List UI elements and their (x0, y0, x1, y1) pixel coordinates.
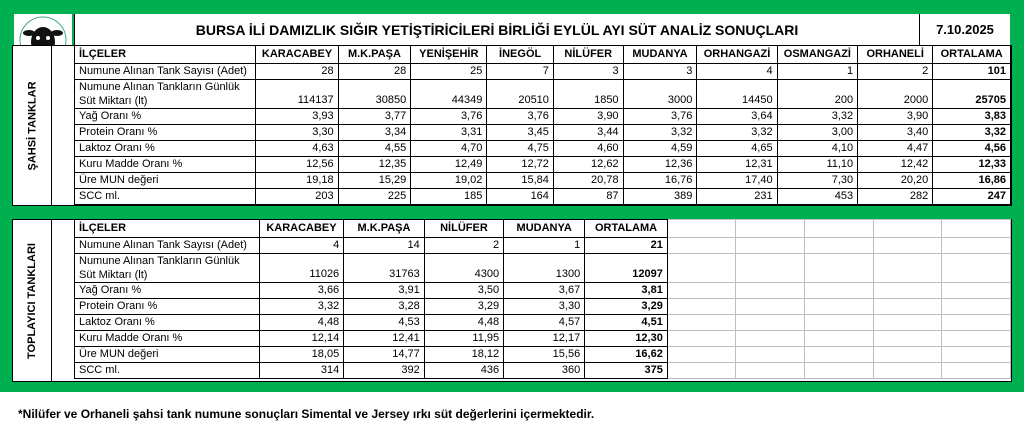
table1-header-m-k-pa-a: M.K.PAŞA (338, 46, 411, 64)
table2-row-label: Numune Alınan Tank Sayısı (Adet) (75, 238, 260, 254)
table2-blank-cell (667, 283, 736, 299)
table1-value-cell: 12,35 (338, 157, 411, 173)
table2-value-cell: 4,48 (259, 315, 343, 331)
table2-blank-cell (942, 331, 1011, 347)
table2-row-label: SCC ml. (75, 363, 260, 379)
table1-value-cell: 231 (697, 189, 777, 205)
table2-value-cell: 11,95 (424, 331, 503, 347)
table2-row-label: Üre MUN değeri (75, 347, 260, 363)
table1-value-cell: 12,42 (858, 157, 933, 173)
table1-value-cell: 114137 (256, 80, 338, 109)
table1-value-cell: 200 (777, 80, 858, 109)
table1-header-osmangazi-: OSMANGAZİ (777, 46, 858, 64)
table2-blank-cell (667, 299, 736, 315)
table2-blank-cell (942, 299, 1011, 315)
table2-blank-cell (942, 347, 1011, 363)
table1-value-cell: 12,72 (487, 157, 554, 173)
table2-blank-cell (942, 220, 1011, 238)
table1-value-cell: 14450 (697, 80, 777, 109)
table1-header-yeni-ehi-r: YENİŞEHİR (411, 46, 487, 64)
table1-row-label: Protein Oranı % (75, 125, 256, 141)
table2-value-cell: 3,91 (344, 283, 425, 299)
table1-value-cell: 17,40 (697, 173, 777, 189)
table1-average-cell: 3,83 (933, 109, 1011, 125)
table1-value-cell: 3,32 (697, 125, 777, 141)
table1-row-label: SCC ml. (75, 189, 256, 205)
table1-value-cell: 19,02 (411, 173, 487, 189)
table1-value-cell: 30850 (338, 80, 411, 109)
table2-value-cell: 18,05 (259, 347, 343, 363)
table-row (75, 125, 1011, 141)
table2-value-cell: 11026 (259, 254, 343, 283)
table1-header-ilceler: İLÇELER (75, 46, 256, 64)
table-row (75, 238, 1011, 254)
table1-value-cell: 7 (487, 64, 554, 80)
table1-value-cell: 4,10 (777, 141, 858, 157)
table2-value-cell: 3,66 (259, 283, 343, 299)
table2-blank-cell (805, 238, 874, 254)
table2-blank-cell (805, 299, 874, 315)
table1-value-cell: 389 (623, 189, 697, 205)
table1-value-cell: 3,76 (411, 109, 487, 125)
table1-value-cell: 3,40 (858, 125, 933, 141)
table1-value-cell: 3,00 (777, 125, 858, 141)
table2-blank-cell (736, 363, 805, 379)
table1-average-cell: 101 (933, 64, 1011, 80)
table-row (75, 299, 1011, 315)
table2-header-ilceler: İLÇELER (75, 220, 260, 238)
table2-value-cell: 4 (259, 238, 343, 254)
table1-value-cell: 20510 (487, 80, 554, 109)
table1-value-cell: 2000 (858, 80, 933, 109)
table1-value-cell: 3,34 (338, 125, 411, 141)
table1-value-cell: 12,31 (697, 157, 777, 173)
table1-value-cell: 3,77 (338, 109, 411, 125)
table1-value-cell: 15,29 (338, 173, 411, 189)
table2-blank-cell (805, 315, 874, 331)
table1-value-cell: 4,70 (411, 141, 487, 157)
table2-row-label: Protein Oranı % (75, 299, 260, 315)
table1-value-cell: 3,31 (411, 125, 487, 141)
table2-blank-cell (805, 220, 874, 238)
table2-blank-cell (736, 283, 805, 299)
table2-average-cell: 16,62 (585, 347, 668, 363)
table2-side-text: TOPLAYICI TANKLARI (26, 242, 39, 359)
table2-value-cell: 12,14 (259, 331, 343, 347)
table-row (75, 109, 1011, 125)
table1-value-cell: 164 (487, 189, 554, 205)
table-row (75, 363, 1011, 379)
table1-value-cell: 19,18 (256, 173, 338, 189)
table2-blank-cell (736, 331, 805, 347)
table2-value-cell: 3,67 (504, 283, 585, 299)
table2-blank-cell (805, 331, 874, 347)
table2-blank-cell (942, 363, 1011, 379)
table1-value-cell: 3,93 (256, 109, 338, 125)
table1-average-cell: 4,56 (933, 141, 1011, 157)
table2-average-cell: 4,51 (585, 315, 668, 331)
table2-row-label: Laktoz Oranı % (75, 315, 260, 331)
page-title: BURSA İLİ DAMIZLIK SIĞIR YETİŞTİRİCİLERİ BİRLİĞİ EYLÜL AYI SÜT ANALİZ SONUÇLARI (74, 14, 920, 46)
table2-blank-cell (667, 331, 736, 347)
table1-value-cell: 3,32 (623, 125, 697, 141)
table1-value-cell: 28 (338, 64, 411, 80)
table1-value-cell: 7,30 (777, 173, 858, 189)
table2-blank-cell (736, 220, 805, 238)
table1-value-cell: 20,78 (553, 173, 623, 189)
table1-value-cell: 185 (411, 189, 487, 205)
table1-header-i-neg-l: İNEGÖL (487, 46, 554, 64)
table2-value-cell: 4,53 (344, 315, 425, 331)
table2-value-cell: 3,28 (344, 299, 425, 315)
table2-value-cell: 3,50 (424, 283, 503, 299)
table-row (75, 173, 1011, 189)
table2-blank-cell (736, 347, 805, 363)
report-date: 7.10.2025 (919, 14, 1010, 45)
table2-blank-cell (805, 254, 874, 283)
table1-row-label: Üre MUN değeri (75, 173, 256, 189)
table1-value-cell: 25 (411, 64, 487, 80)
table2-row-label: Numune Alınan Tankların Günlük Süt Miktarı (lt) (75, 254, 260, 283)
table2-blank-cell (873, 254, 942, 283)
table2-blank-cell (873, 238, 942, 254)
table1-average-cell: 16,86 (933, 173, 1011, 189)
table1-value-cell: 4,65 (697, 141, 777, 157)
table2-header-karacabey: KARACABEY (259, 220, 343, 238)
table1-value-cell: 4,75 (487, 141, 554, 157)
table1-value-cell: 87 (553, 189, 623, 205)
table1-value-cell: 1850 (553, 80, 623, 109)
table1-value-cell: 20,20 (858, 173, 933, 189)
table2-header-mudanya: MUDANYA (504, 220, 585, 238)
table2-value-cell: 14 (344, 238, 425, 254)
table2-value-cell: 12,17 (504, 331, 585, 347)
table1-header-ni-l-fer: NİLÜFER (553, 46, 623, 64)
table2-blank-cell (667, 363, 736, 379)
table2-header-m-k-pa-a: M.K.PAŞA (344, 220, 425, 238)
table1-header-karacabey: KARACABEY (256, 46, 338, 64)
table2-value-cell: 436 (424, 363, 503, 379)
table2-blank-cell (667, 254, 736, 283)
table1-average-cell: 25705 (933, 80, 1011, 109)
table2-value-cell: 14,77 (344, 347, 425, 363)
table1-value-cell: 15,84 (487, 173, 554, 189)
table2-blank-cell (667, 347, 736, 363)
table2-row-label: Yağ Oranı % (75, 283, 260, 299)
table1-value-cell: 3,45 (487, 125, 554, 141)
table-row (75, 189, 1011, 205)
table1-row-label: Kuru Madde Oranı % (75, 157, 256, 173)
table1-panel (12, 45, 1012, 206)
table1-average-cell: 3,32 (933, 125, 1011, 141)
table2-panel (12, 219, 1012, 382)
table2-average-cell: 12097 (585, 254, 668, 283)
table2-value-cell: 3,29 (424, 299, 503, 315)
table1-header-orhaneli-: ORHANELİ (858, 46, 933, 64)
table1-value-cell: 1 (777, 64, 858, 80)
table2-value-cell: 4,48 (424, 315, 503, 331)
table-row (75, 141, 1011, 157)
table2-value-cell: 1300 (504, 254, 585, 283)
table1-value-cell: 3,64 (697, 109, 777, 125)
table1-value-cell: 2 (858, 64, 933, 80)
table-row (75, 283, 1011, 299)
table-row (75, 347, 1011, 363)
table1-header-orhangazi-: ORHANGAZİ (697, 46, 777, 64)
table1-row-label: Laktoz Oranı % (75, 141, 256, 157)
table1-header-ortalama: ORTALAMA (933, 46, 1011, 64)
table1-side-label (13, 46, 52, 205)
table2-value-cell: 15,56 (504, 347, 585, 363)
table-row (75, 64, 1011, 80)
table2-blank-cell (942, 238, 1011, 254)
table1-value-cell: 3,30 (256, 125, 338, 141)
table2-value-cell: 360 (504, 363, 585, 379)
table2-blank-cell (873, 347, 942, 363)
table2-blank-cell (873, 299, 942, 315)
table1-value-cell: 3,90 (858, 109, 933, 125)
table1-value-cell: 3 (623, 64, 697, 80)
table2-value-cell: 3,30 (504, 299, 585, 315)
table1-value-cell: 3,32 (777, 109, 858, 125)
table1-value-cell: 282 (858, 189, 933, 205)
table1-value-cell: 12,36 (623, 157, 697, 173)
table2-blank-cell (667, 238, 736, 254)
table2-average-cell: 375 (585, 363, 668, 379)
table2-value-cell: 4300 (424, 254, 503, 283)
table1-value-cell: 4,47 (858, 141, 933, 157)
table1-row-label: Numune Alınan Tankların Günlük Süt Miktarı (lt) (75, 80, 256, 109)
table2-side-label (13, 220, 52, 381)
table1-side-text: ŞAHSİ TANKLAR (26, 80, 39, 171)
table2-average-cell: 3,81 (585, 283, 668, 299)
table2-value-cell: 3,32 (259, 299, 343, 315)
table2-header-ni-l-fer: NİLÜFER (424, 220, 503, 238)
table2-blank-cell (805, 347, 874, 363)
table1-value-cell: 4,63 (256, 141, 338, 157)
table2-row-label: Kuru Madde Oranı % (75, 331, 260, 347)
table-row (75, 254, 1011, 283)
table2-value-cell: 31763 (344, 254, 425, 283)
table-row (75, 157, 1011, 173)
table1-average-cell: 247 (933, 189, 1011, 205)
table1-value-cell: 12,49 (411, 157, 487, 173)
footnote: *Nilüfer ve Orhaneli şahsi tank numune sonuçları Simental ve Jersey ırkı süt değerlerini içermektedir. (18, 406, 595, 421)
table2-value-cell: 4,57 (504, 315, 585, 331)
table1-value-cell: 12,62 (553, 157, 623, 173)
table2-blank-cell (942, 283, 1011, 299)
table2-value-cell: 1 (504, 238, 585, 254)
table2-blank-cell (667, 315, 736, 331)
table1-row-label: Yağ Oranı % (75, 109, 256, 125)
table2-value-cell: 12,41 (344, 331, 425, 347)
table2-blank-cell (873, 331, 942, 347)
table2-header-ortalama: ORTALAMA (585, 220, 668, 238)
table2-value-cell: 18,12 (424, 347, 503, 363)
table-row (75, 331, 1011, 347)
table2-blank-cell (805, 363, 874, 379)
table2-average-cell: 12,30 (585, 331, 668, 347)
table2-average-cell: 21 (585, 238, 668, 254)
table2-value-cell: 2 (424, 238, 503, 254)
table-row (75, 315, 1011, 331)
table-row (75, 80, 1011, 109)
table1-value-cell: 3000 (623, 80, 697, 109)
table1-value-cell: 4 (697, 64, 777, 80)
table1-value-cell: 16,76 (623, 173, 697, 189)
table2-blank-cell (736, 254, 805, 283)
table1-value-cell: 11,10 (777, 157, 858, 173)
table1-value-cell: 3 (553, 64, 623, 80)
table2-value-cell: 314 (259, 363, 343, 379)
table1-value-cell: 3,44 (553, 125, 623, 141)
table1-row-label: Numune Alınan Tank Sayısı (Adet) (75, 64, 256, 80)
table1-value-cell: 4,59 (623, 141, 697, 157)
table2-blank-cell (736, 238, 805, 254)
table2-blank-cell (736, 315, 805, 331)
table2-blank-cell (873, 220, 942, 238)
table1-value-cell: 12,56 (256, 157, 338, 173)
table2-blank-cell (873, 315, 942, 331)
table2-blank-cell (873, 283, 942, 299)
table2-blank-cell (873, 363, 942, 379)
table1-average-cell: 12,33 (933, 157, 1011, 173)
table1-value-cell: 203 (256, 189, 338, 205)
table1-value-cell: 3,90 (553, 109, 623, 125)
table1-header-mudanya: MUDANYA (623, 46, 697, 64)
table1-value-cell: 225 (338, 189, 411, 205)
table2-blank-cell (736, 299, 805, 315)
table1-value-cell: 44349 (411, 80, 487, 109)
table2-blank-cell (805, 283, 874, 299)
table1-value-cell: 4,60 (553, 141, 623, 157)
table1-value-cell: 4,55 (338, 141, 411, 157)
table1-value-cell: 3,76 (487, 109, 554, 125)
table2-average-cell: 3,29 (585, 299, 668, 315)
table2-blank-cell (942, 254, 1011, 283)
table2-value-cell: 392 (344, 363, 425, 379)
table2-blank-cell (942, 315, 1011, 331)
table2 (74, 219, 1011, 379)
table1-value-cell: 28 (256, 64, 338, 80)
table1-value-cell: 3,76 (623, 109, 697, 125)
table2-blank-cell (667, 220, 736, 238)
table1 (74, 45, 1011, 205)
table1-value-cell: 453 (777, 189, 858, 205)
